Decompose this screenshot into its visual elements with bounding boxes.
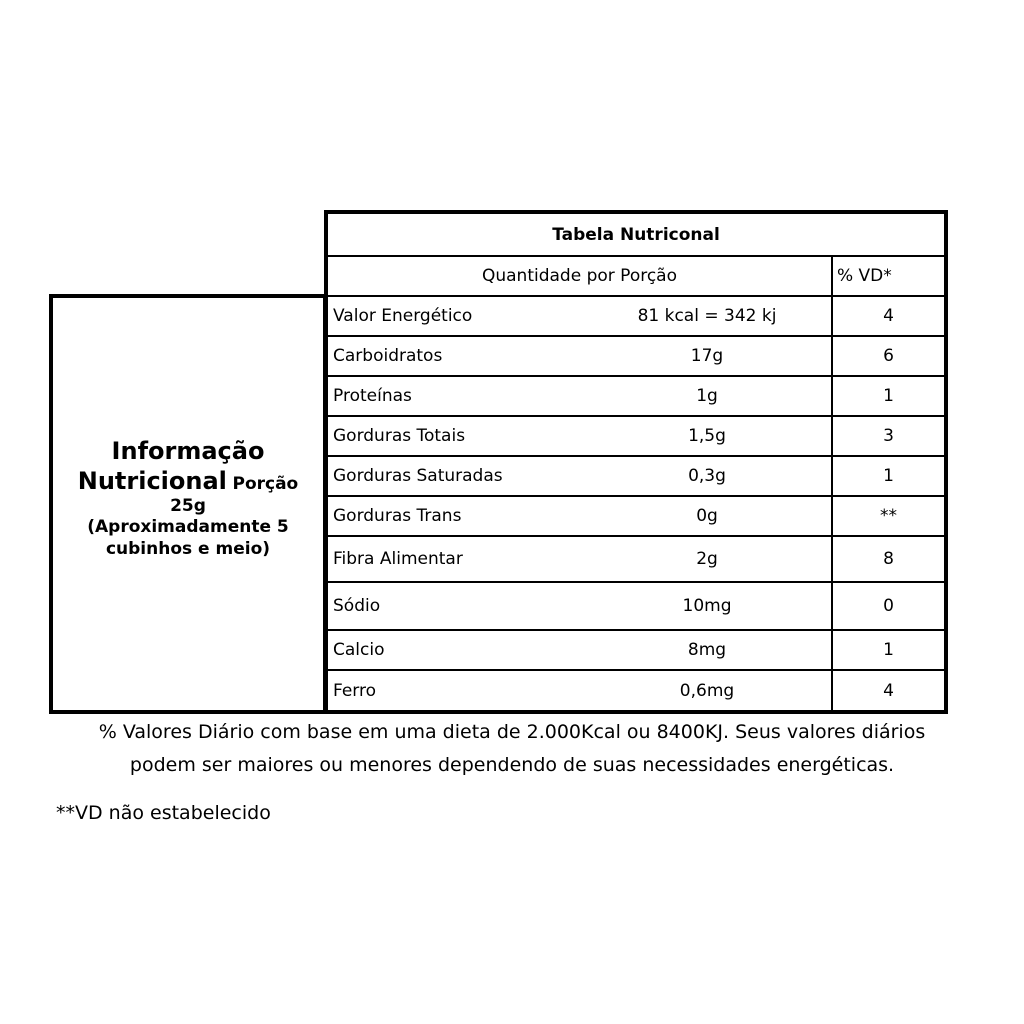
- table-row: [326, 296, 946, 336]
- portion-size: Porção 25g: [170, 474, 299, 517]
- table-row: [326, 376, 946, 416]
- info-title-line2: Nutricional: [77, 467, 227, 496]
- nutrient-amount: 17g: [690, 346, 724, 366]
- nutrient-cell: [326, 630, 832, 670]
- nutrient-amount: 0,3g: [688, 466, 726, 486]
- nutrient-amount: 0g: [696, 506, 718, 526]
- nutrient-vd: 8: [832, 536, 946, 582]
- nutrient-name: Gorduras Saturadas: [333, 466, 503, 486]
- nutrient-name: Valor Energético: [333, 306, 473, 326]
- column-header-vd: % VD*: [832, 256, 946, 296]
- nutrient-name: Gorduras Totais: [333, 426, 466, 446]
- nutrient-amount: 1,5g: [688, 426, 726, 446]
- nutrient-cell: [326, 496, 832, 536]
- nutrient-amount: 0,6mg: [679, 680, 735, 701]
- nutrient-cell: [326, 416, 832, 456]
- table-row: [326, 336, 946, 376]
- nutrient-cell: [326, 456, 832, 496]
- nutrient-amount: 1g: [696, 386, 718, 406]
- nutrition-info-panel: [49, 294, 327, 714]
- nutrition-info-heading: [57, 436, 319, 560]
- nutrient-cell: [326, 582, 832, 630]
- column-header-quantity: Quantidade por Porção: [326, 256, 832, 296]
- nutrient-amount: 81 kcal = 342 kj: [637, 306, 777, 326]
- vd-not-established-note: **VD não estabelecido: [56, 802, 271, 824]
- nutrient-name: Fibra Alimentar: [333, 549, 463, 569]
- daily-values-line2: podem ser maiores ou menores dependendo de suas necessidades energéticas.: [129, 754, 895, 776]
- table-title: Tabela Nutriconal: [326, 212, 946, 256]
- nutrient-cell: [326, 336, 832, 376]
- approx-line1: (Aproximadamente 5: [87, 517, 289, 538]
- nutrient-vd: 4: [832, 296, 946, 336]
- nutrient-cell: [326, 536, 832, 582]
- nutrient-vd: **: [832, 496, 946, 536]
- info-title-line2-group: [57, 466, 319, 517]
- nutrient-amount: 2g: [696, 549, 718, 569]
- daily-values-footnote: [20, 716, 1004, 782]
- nutrient-name: Calcio: [333, 640, 385, 660]
- nutrient-vd: 3: [832, 416, 946, 456]
- table-row: [326, 416, 946, 456]
- table-row: [326, 630, 946, 670]
- nutrient-name: Sódio: [333, 596, 381, 616]
- info-title-line1: Informação: [111, 437, 265, 466]
- nutrient-vd: 0: [832, 582, 946, 630]
- nutrient-amount: 10mg: [682, 596, 732, 616]
- nutrient-vd: 1: [832, 376, 946, 416]
- daily-values-line1: % Valores Diário com base em uma dieta de 2.000Kcal ou 8400KJ. Seus valores diários: [98, 721, 926, 743]
- nutrient-name: Ferro: [333, 680, 377, 701]
- table-row: [326, 536, 946, 582]
- table-row: [326, 456, 946, 496]
- nutrient-name: Gorduras Trans: [333, 506, 462, 526]
- table-row: [326, 496, 946, 536]
- nutrient-name: Proteínas: [333, 386, 412, 406]
- nutrient-cell: [326, 376, 832, 416]
- nutrient-vd: 1: [832, 456, 946, 496]
- nutrient-vd: 6: [832, 336, 946, 376]
- nutrient-vd: 1: [832, 630, 946, 670]
- nutrition-table: [324, 210, 948, 714]
- nutrient-cell: [326, 670, 832, 712]
- nutrient-cell: [326, 296, 832, 336]
- nutrient-vd: 4: [832, 670, 946, 712]
- table-row: [326, 670, 946, 712]
- approx-line2: cubinhos e meio): [105, 538, 271, 559]
- nutrient-amount: 8mg: [687, 640, 727, 660]
- table-row: [326, 582, 946, 630]
- nutrient-name: Carboidratos: [333, 346, 443, 366]
- nutrient-rows: [326, 296, 946, 712]
